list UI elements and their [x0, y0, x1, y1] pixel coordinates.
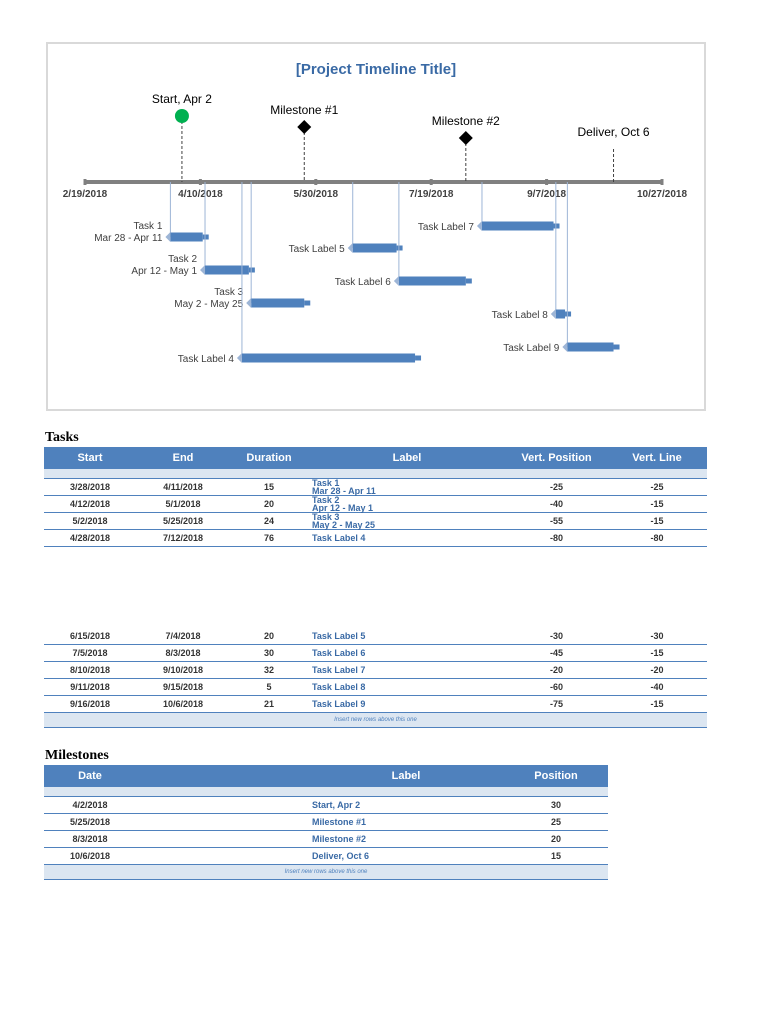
label-cell: Task Label 8	[308, 679, 506, 696]
date-cell: 4/2/2018	[44, 797, 136, 814]
duration-cell: 30	[230, 645, 308, 662]
start-cell: 9/16/2018	[44, 696, 136, 713]
milestones-section-title: Milestones	[45, 748, 109, 763]
table-row	[44, 628, 707, 645]
date-cell: 8/3/2018	[44, 831, 136, 848]
vert-position-cell: -80	[506, 530, 607, 547]
table-row	[44, 645, 707, 662]
task-bar-cap	[203, 235, 209, 240]
duration-cell: 5	[230, 679, 308, 696]
task-bar	[242, 354, 415, 363]
position-cell: 30	[504, 797, 608, 814]
task-label-dates: Apr 12 - May 1	[131, 266, 198, 277]
vert-line-cell: -30	[607, 628, 707, 645]
duration-cell: 76	[230, 530, 308, 547]
task-start-marker	[551, 309, 556, 319]
duration-cell: 20	[230, 496, 308, 513]
end-cell: 9/15/2018	[136, 679, 230, 696]
milestones-footer-row	[44, 865, 608, 880]
vert-line-cell: -40	[607, 679, 707, 696]
table-row	[44, 513, 707, 530]
vert-position-cell: -40	[506, 496, 607, 513]
task-label: Task Label 8	[491, 310, 548, 321]
task-start-marker	[165, 232, 170, 242]
start-cell: 4/12/2018	[44, 496, 136, 513]
task-bar-cap	[415, 356, 421, 361]
label-line-1: Task 1	[312, 478, 340, 488]
vert-line-cell: -15	[607, 513, 707, 530]
table-row	[44, 814, 608, 831]
milestones-footer-note: Insert new rows above this one	[44, 865, 608, 880]
tasks-table-continued	[44, 628, 707, 728]
table-row	[44, 662, 707, 679]
milestone-label: Milestone #1	[270, 103, 339, 117]
table-row	[44, 831, 608, 848]
table-row	[44, 479, 707, 496]
header-milestone-label: Label	[308, 765, 504, 787]
task-bar-cap	[397, 246, 403, 251]
task-bar	[399, 277, 466, 286]
vert-position-cell: -25	[506, 479, 607, 496]
tasks-footer-note: Insert new rows above this one	[44, 713, 707, 728]
vert-line-cell: -80	[607, 530, 707, 547]
task-label-dates: May 2 - May 25	[174, 299, 244, 310]
start-cell: 5/2/2018	[44, 513, 136, 530]
vert-position-cell: -30	[506, 628, 607, 645]
end-cell: 5/1/2018	[136, 496, 230, 513]
task-bar-cap	[466, 279, 472, 284]
label-cell	[308, 496, 506, 513]
label-line-2: Apr 12 - May 1	[312, 503, 374, 513]
vert-position-cell: -20	[506, 662, 607, 679]
label-cell: Task Label 5	[308, 628, 506, 645]
duration-cell: 20	[230, 628, 308, 645]
label-cell	[308, 513, 506, 530]
task-bar-cap	[565, 312, 571, 317]
label-line-2: Mar 28 - Apr 11	[312, 486, 376, 496]
position-cell: 20	[504, 831, 608, 848]
duration-cell: 15	[230, 479, 308, 496]
task-bar	[353, 244, 397, 253]
vert-position-cell: -60	[506, 679, 607, 696]
timeline-chart	[46, 42, 706, 411]
end-cell: 10/6/2018	[136, 696, 230, 713]
tasks-header-row	[44, 447, 707, 469]
chart-title: [Project Timeline Title]	[295, 61, 457, 78]
task-label-name: Task 2	[168, 254, 198, 265]
table-row	[44, 696, 707, 713]
header-vert-line: Vert. Line	[607, 447, 707, 469]
tick-label: 10/27/2018	[636, 189, 688, 200]
vert-line-cell: -15	[607, 496, 707, 513]
timeline-chart-svg	[48, 44, 704, 409]
milestone-label-cell: Milestone #2	[308, 831, 504, 848]
table-row	[44, 797, 608, 814]
task-bar	[567, 343, 613, 352]
vert-line-cell: -15	[607, 645, 707, 662]
table-row	[44, 530, 707, 547]
task-bar-cap	[304, 301, 310, 306]
task-bar	[251, 299, 304, 308]
table-row	[44, 496, 707, 513]
vert-line-cell: -15	[607, 696, 707, 713]
tick-label: 4/10/2018	[178, 189, 223, 200]
task-label: Task Label 6	[334, 277, 391, 288]
vert-position-cell: -55	[506, 513, 607, 530]
header-vert-position: Vert. Position	[506, 447, 607, 469]
duration-cell: 24	[230, 513, 308, 530]
header-position: Position	[504, 765, 608, 787]
task-bar	[170, 233, 202, 242]
tasks-footer-row	[44, 713, 707, 728]
header-start: Start	[44, 447, 136, 469]
task-label: Task Label 5	[288, 244, 345, 255]
duration-cell: 21	[230, 696, 308, 713]
task-start-marker	[348, 243, 353, 253]
milestone-label: Milestone #2	[431, 114, 500, 128]
milestone-diamond-marker	[297, 120, 311, 134]
header-duration: Duration	[230, 447, 308, 469]
milestones-header-row	[44, 765, 608, 787]
task-start-marker	[562, 342, 567, 352]
task-bar-cap	[249, 268, 255, 273]
label-cell: Task Label 9	[308, 696, 506, 713]
date-cell: 10/6/2018	[44, 848, 136, 865]
task-start-marker	[237, 353, 242, 363]
task-bar-cap	[554, 224, 560, 229]
start-cell: 4/28/2018	[44, 530, 136, 547]
task-label: Task Label 9	[503, 343, 560, 354]
vert-position-cell: -45	[506, 645, 607, 662]
tick-label: 2/19/2018	[62, 189, 108, 200]
milestones-table	[44, 765, 608, 880]
tick-label: 7/19/2018	[408, 189, 454, 200]
position-cell: 25	[504, 814, 608, 831]
label-line-2: May 2 - May 25	[312, 520, 376, 530]
blank-cell	[136, 814, 308, 831]
milestone-label: Start, Apr 2	[151, 92, 212, 106]
task-label-name: Task 3	[214, 287, 244, 298]
task-label: Task Label 4	[177, 354, 234, 365]
task-start-marker	[477, 221, 482, 231]
task-label-dates: Mar 28 - Apr 11	[94, 233, 163, 244]
tasks-section-title: Tasks	[45, 430, 79, 445]
position-cell: 15	[504, 848, 608, 865]
task-bar	[556, 310, 565, 319]
milestone-circle-marker	[175, 109, 189, 123]
vert-line-cell: -25	[607, 479, 707, 496]
blank-cell	[136, 831, 308, 848]
header-end: End	[136, 447, 230, 469]
label-cell: Task Label 7	[308, 662, 506, 679]
milestone-label-cell: Milestone #1	[308, 814, 504, 831]
blank-cell	[136, 797, 308, 814]
tick-label: 9/7/2018	[527, 189, 567, 200]
label-line-1: Task 3	[312, 512, 340, 522]
end-cell: 4/11/2018	[136, 479, 230, 496]
label-cell: Task Label 6	[308, 645, 506, 662]
blank-cell	[136, 848, 308, 865]
task-label: Task Label 7	[417, 222, 474, 233]
milestone-label: Deliver, Oct 6	[577, 125, 650, 139]
date-cell: 5/25/2018	[44, 814, 136, 831]
task-bar-cap	[614, 345, 620, 350]
header-label: Label	[308, 447, 506, 469]
start-cell: 7/5/2018	[44, 645, 136, 662]
task-bar	[482, 222, 554, 231]
start-cell: 6/15/2018	[44, 628, 136, 645]
task-start-marker	[394, 276, 399, 286]
label-cell	[308, 479, 506, 496]
task-start-marker	[246, 298, 251, 308]
start-cell: 3/28/2018	[44, 479, 136, 496]
label-cell: Task Label 4	[308, 530, 506, 547]
table-row	[44, 848, 608, 865]
vert-position-cell: -75	[506, 696, 607, 713]
end-cell: 7/12/2018	[136, 530, 230, 547]
label-line-1: Task 2	[312, 495, 340, 505]
table-spacer-row	[44, 469, 707, 479]
end-cell: 9/10/2018	[136, 662, 230, 679]
tasks-table	[44, 447, 707, 547]
task-label-name: Task 1	[133, 221, 163, 232]
vert-line-cell: -20	[607, 662, 707, 679]
table-spacer-row	[44, 787, 608, 797]
milestone-label-cell: Start, Apr 2	[308, 797, 504, 814]
tick-label: 5/30/2018	[293, 189, 339, 200]
start-cell: 8/10/2018	[44, 662, 136, 679]
end-cell: 8/3/2018	[136, 645, 230, 662]
duration-cell: 32	[230, 662, 308, 679]
end-cell: 7/4/2018	[136, 628, 230, 645]
end-cell: 5/25/2018	[136, 513, 230, 530]
start-cell: 9/11/2018	[44, 679, 136, 696]
table-row	[44, 679, 707, 696]
milestone-diamond-marker	[459, 131, 473, 145]
task-start-marker	[200, 265, 205, 275]
header-date: Date	[44, 765, 136, 787]
milestone-label-cell: Deliver, Oct 6	[308, 848, 504, 865]
